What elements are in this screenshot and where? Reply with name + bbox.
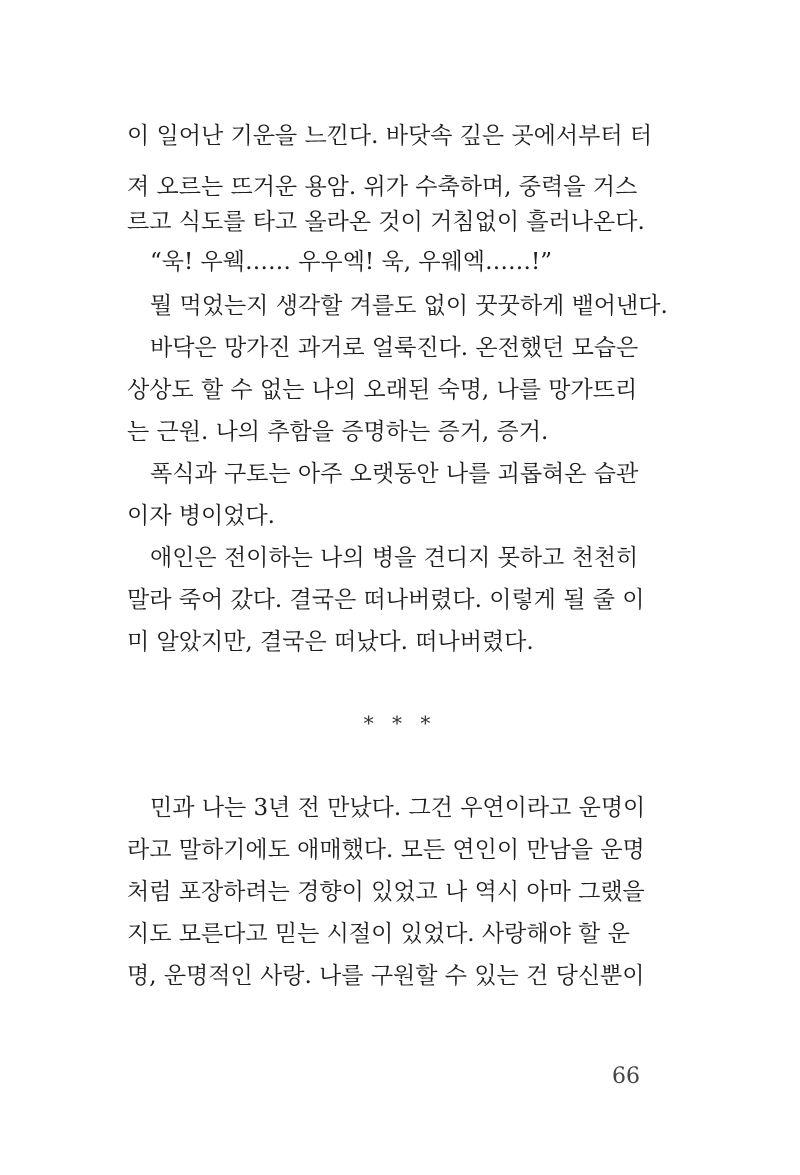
text-line: 르고 식도를 타고 올라온 것이 거침없이 흘러나온다. [127,209,645,235]
text-line: 처럼 포장하려는 경향이 있었고 나 역시 아마 그랬을 [127,879,645,905]
text-line: 애인은 전이하는 나의 병을 견디지 못하고 천천히 [150,545,639,571]
text-line: 져 오르는 뜨거운 용암. 위가 수축하며, 중력을 거스 [127,174,638,200]
text-line: 는 근원. 나의 추함을 증명하는 증거, 증거. [127,419,549,445]
text-line: 이 일어난 기운을 느낀다. 바닷속 깊은 곳에서부터 터 [127,123,653,149]
text-line: 이자 병이었다. [127,503,275,529]
text-line: 폭식과 구토는 아주 오랫동안 나를 괴롭혀온 습관 [150,461,639,487]
text-line: 상상도 할 수 없는 나의 오래된 숙명, 나를 망가뜨리 [127,377,638,403]
dialogue-line: “욱! 우웩…… 우우엑! 욱, 우웨엑……!” [150,249,552,275]
text-line: 라고 말하기에도 애매했다. 모든 연인이 만남을 운명 [127,837,645,863]
section-divider: * * * [363,711,437,735]
text-line: 민과 나는 3년 전 만났다. 그건 우연이라고 운명이 [150,795,646,821]
text-line: 지도 모른다고 믿는 시절이 있었다. 사랑해야 할 운 [127,921,630,947]
page-number: 66 [612,1064,640,1089]
text-line: 미 알았지만, 결국은 떠났다. 떠나버렸다. [127,629,534,655]
text-line: 말라 죽어 갔다. 결국은 떠나버렸다. 이렇게 될 줄 이 [127,587,645,613]
text-line: 뭘 먹었는지 생각할 겨를도 없이 꿋꿋하게 뱉어낸다. [150,293,668,319]
text-line: 바닥은 망가진 과거로 얼룩진다. 온전했던 모습은 [150,335,639,361]
text-line: 명, 운명적인 사랑. 나를 구원할 수 있는 건 당신뿐이 [127,963,645,989]
